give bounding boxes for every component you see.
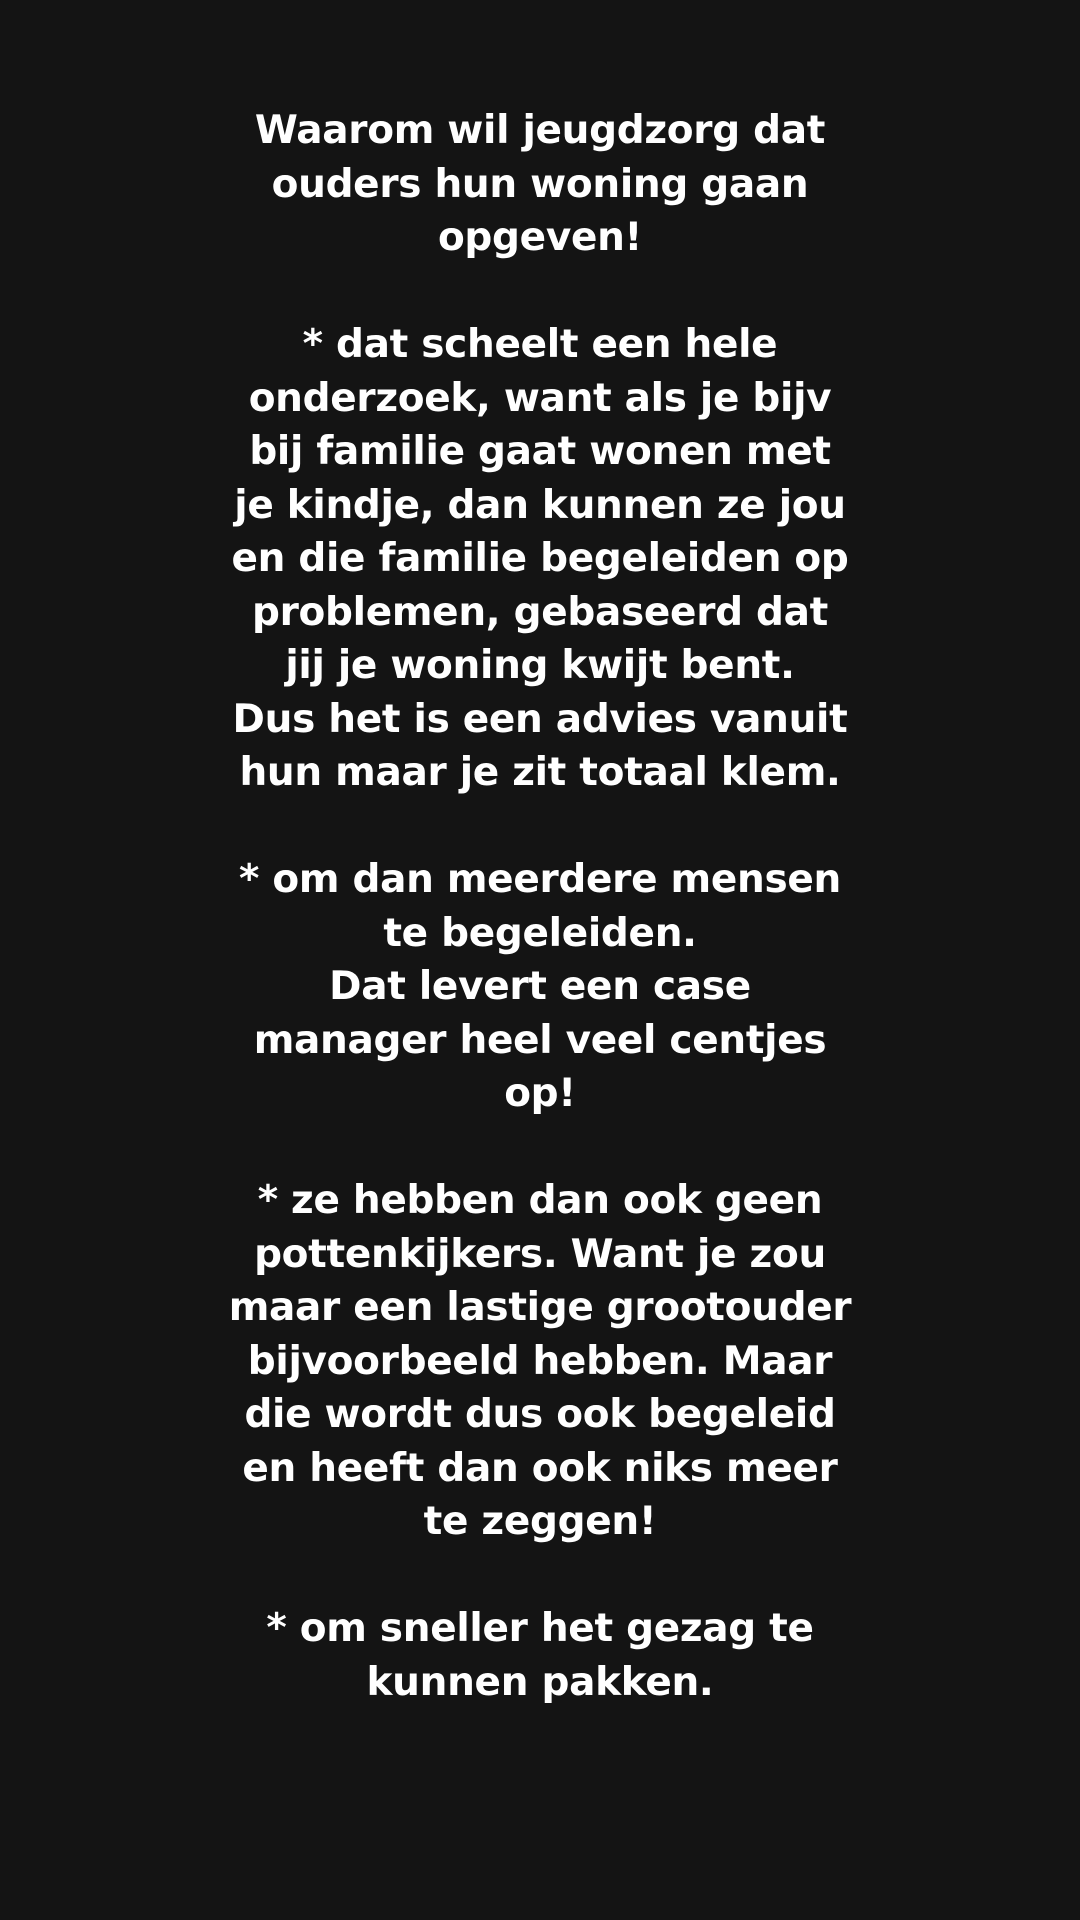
story-line: je kindje, dan kunnen ze jou [234,482,846,528]
story-line: op! [504,1071,576,1116]
story-line [90,800,990,854]
story-line: maar een lastige grootouder [228,1285,852,1330]
story-line: die wordt dus ook begeleid [244,1392,836,1437]
story-line: en heeft dan ook niks meer [242,1445,838,1491]
story-line: * om sneller het gezag te [266,1606,814,1651]
story-line [90,1121,990,1175]
story-line: * ze hebben dan ook geen [257,1178,823,1223]
story-line: opgeven! [437,215,643,260]
story-line: * dat scheelt een hele [302,322,778,367]
story-line: * om dan meerdere mensen [238,857,842,902]
story-line [90,1549,990,1603]
story-line: kunnen pakken. [366,1659,714,1705]
story-line: onderzoek, want als je bijv [248,375,832,421]
story-line: Waarom wil jeugdzorg dat [254,108,826,153]
story-line: manager heel veel centjes [253,1017,827,1063]
story-line: te begeleiden. [383,910,697,956]
story-line: hun maar je zit totaal klem. [239,750,841,795]
story-line: ouders hun woning gaan [271,161,809,207]
story-line: pottenkijkers. Want je zou [254,1231,826,1277]
story-line: problemen, gebaseerd dat [251,589,829,635]
story-line: Dus het is een advies vanuit [232,696,848,742]
story-line: bij familie gaat wonen met [249,429,831,474]
story-line: en die familie begeleiden op [231,536,849,581]
story-line: bijvoorbeeld hebben. Maar [247,1338,833,1384]
story-line: jij je woning kwijt bent. [285,643,795,688]
story-line [90,265,990,319]
story-line: te zeggen! [423,1499,657,1544]
story-text-block [90,104,990,1709]
story-line: Dat levert een case [329,964,751,1009]
